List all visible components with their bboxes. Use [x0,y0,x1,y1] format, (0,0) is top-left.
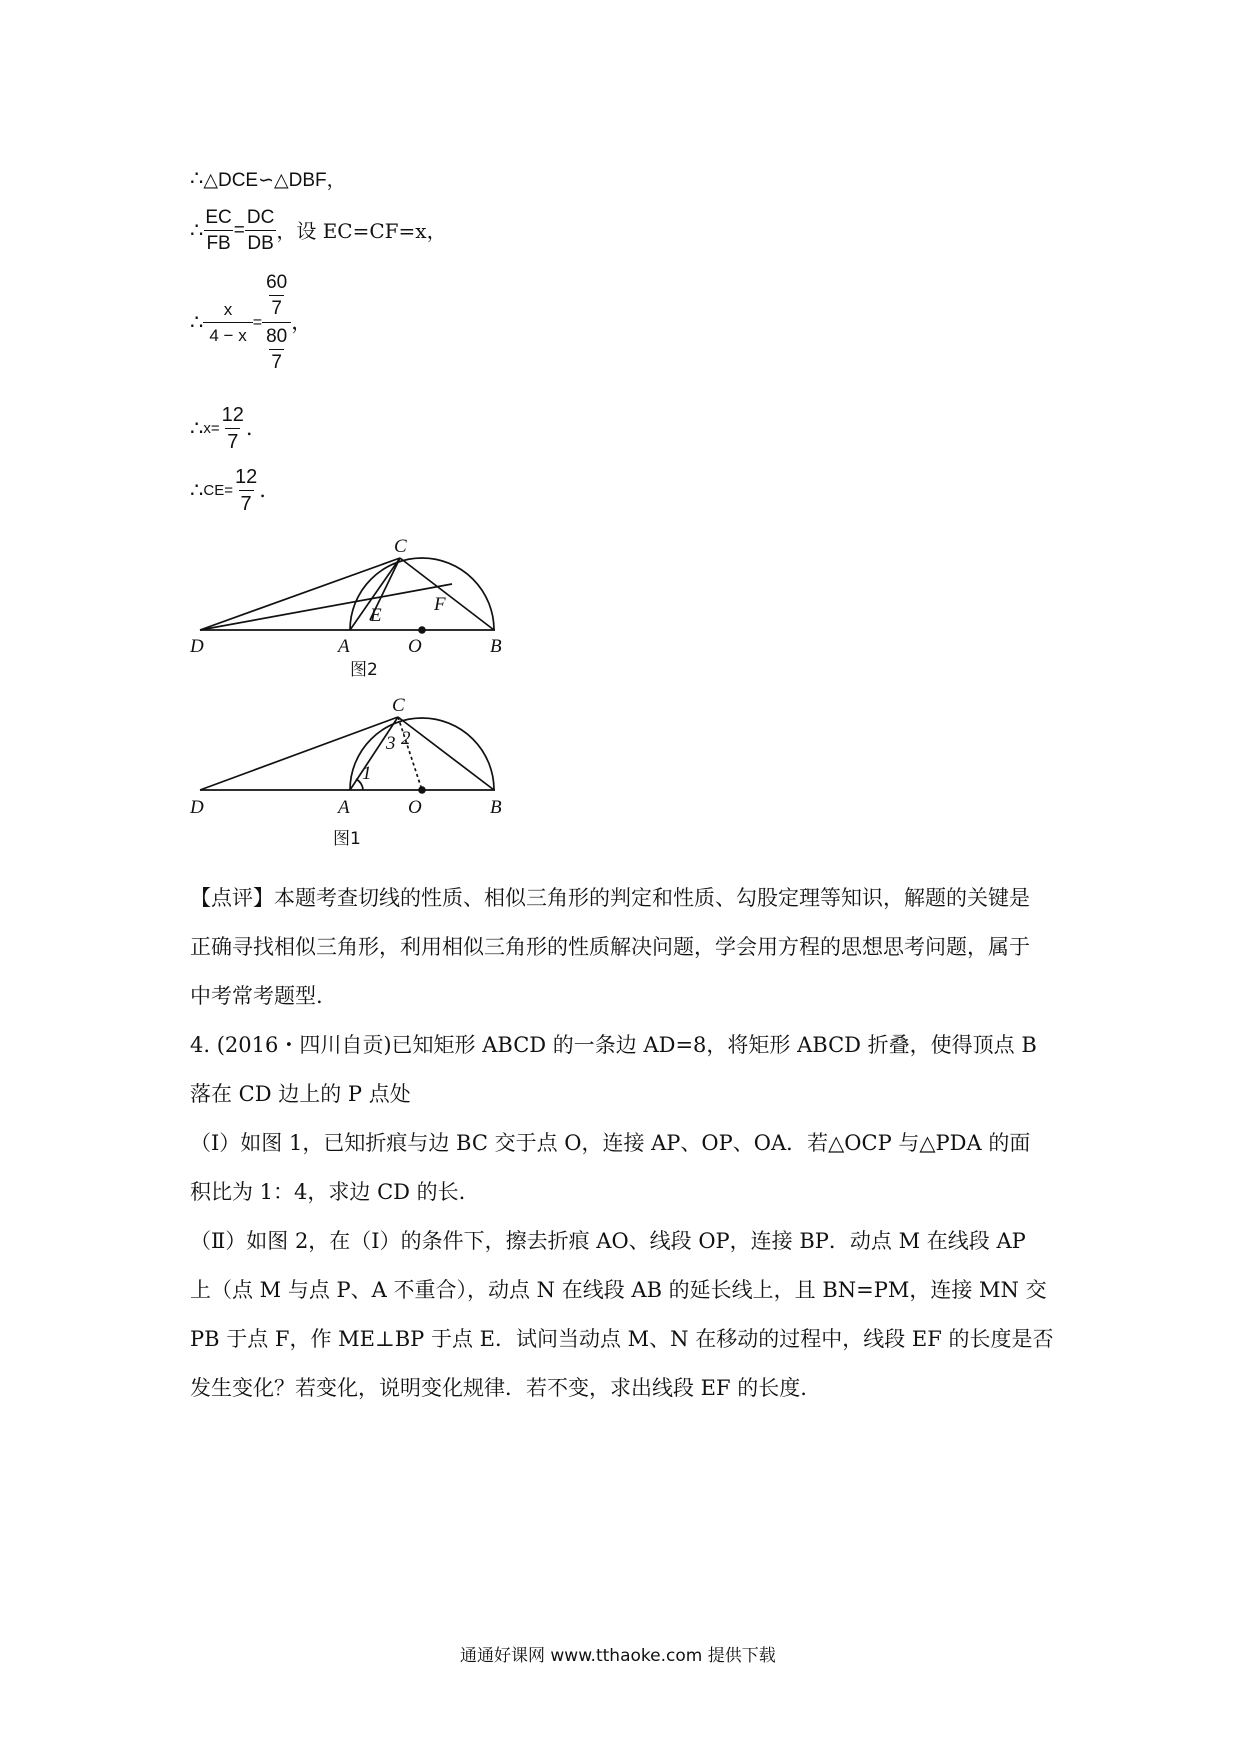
line-cb [400,558,494,630]
figure-1-diagram [190,693,520,853]
fraction-ec-fb: $\frac{EC}{FB}$ [205,207,232,254]
similarity-statement: △DCE∽△DBF， [203,170,346,191]
fraction-12-over-7: $\frac{12}{7}$ [221,404,244,453]
problem-line: 发生变化？若变化，说明变化规律．若不变，求出线段 EF 的长度. [190,1376,807,1400]
problem-line: （Ⅱ）如图 2，在（Ⅰ）的条件下，擦去折痕 AO、线段 OP，连接 BP．动点 M 在线段 AP [190,1229,1026,1253]
comment-line: 【点评】本题考查切线的性质、相似三角形的判定和性质、勾股定理等知识，解题的关键是 [190,886,1030,910]
label-angle-3: 3 [386,733,396,754]
solution-line-similar [190,165,346,192]
label-c: C [394,536,407,557]
therefore-symbol: ∴ [190,478,204,502]
solution-line-equation: ∴ $\frac{x}{4 - x}$ = $\frac{\frac{60}{7}}{\frac{80}{7}}$ ， [190,272,313,373]
label-d: D [190,797,204,818]
figure-2-diagram [190,532,520,682]
problem-line: 4. (2016・四川自贡)已知矩形 ABCD 的一条边 AD=8，将矩形 ABCD 折叠，使得顶点 B [190,1033,1037,1057]
page-footer: 通通好课网 www.tthaoke.com 提供下载 [460,1646,776,1666]
let-statement: ，设 EC=CF=x， [276,218,447,243]
line-df [200,584,452,630]
center-point-o [418,626,426,634]
problem-line: 落在 CD 边上的 P 点处 [190,1082,411,1106]
label-o: O [408,636,422,657]
label-b: B [490,797,502,818]
therefore-symbol: ∴ [190,310,204,334]
solution-line-x-value: ∴ x= $\frac{12}{7}$ . [190,404,253,453]
label-angle-2: 2 [401,728,411,749]
label-a: A [338,797,350,818]
label-angle-1: 1 [362,763,372,784]
label-f: F [434,594,446,615]
therefore-symbol: ∴ [190,218,204,242]
problem-line: （Ⅰ）如图 1，已知折痕与边 BC 交于点 O，连接 AP、OP、OA．若△OCP 与△PDA 的面 [190,1131,1031,1155]
center-point-o [418,786,426,794]
label-c: C [392,695,405,716]
label-a: A [338,636,350,657]
problem-4 [190,1035,1060,1427]
comment-paragraph [190,888,1060,1035]
label-o: O [408,797,422,818]
label-d: D [190,636,204,657]
solution-line-ce-value: ∴ CE= $\frac{12}{7}$ . [190,466,266,515]
therefore-symbol: ∴ [190,166,204,190]
therefore-symbol: ∴ [190,416,204,440]
complex-fraction: $\frac{\frac{60}{7}}{\frac{80}{7}}$ [262,273,291,372]
label-e: E [370,605,382,626]
fraction-12-over-7: $\frac{12}{7}$ [234,466,258,515]
comment-line: 中考常考题型. [190,984,323,1008]
problem-line: 积比为 1：4，求边 CD 的长. [190,1180,466,1204]
figure-2-caption: 图2 [350,660,378,680]
solution-line-ratio: ∴ $\frac{EC}{FB}$ = $\frac{DC}{DB}$ ，设 EC=CF=x， [190,207,447,254]
fraction-x-over-4-minus-x: $\frac{x}{4 - x}$ [203,301,252,344]
comment-line: 正确寻找相似三角形，利用相似三角形的性质解决问题，学会用方程的思想思考问题，属于 [190,935,1030,959]
line-cb [398,717,494,790]
problem-line: 上（点 M 与点 P、A 不重合），动点 N 在线段 AB 的延长线上，且 BN=PM，连接 MN 交 [190,1278,1047,1302]
fraction-dc-db: $\frac{DC}{DB}$ [246,207,275,254]
figure-1-caption: 图1 [333,829,361,849]
semicircle [350,718,494,790]
label-b: B [490,636,502,657]
problem-line: PB 于点 F，作 ME⊥BP 于点 E．试问当动点 M、N 在移动的过程中，线段 EF 的长度是否 [190,1327,1054,1351]
